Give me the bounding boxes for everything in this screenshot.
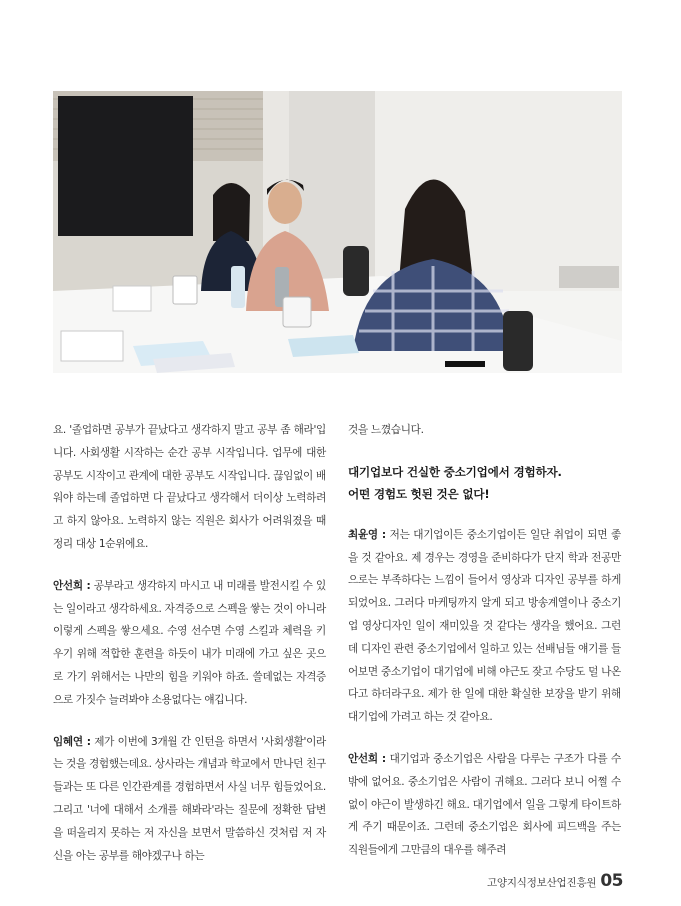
section-heading-line-2: 어떤 경험도 헛된 것은 없다! — [348, 486, 490, 501]
speaker-label: 안선희 : — [348, 752, 386, 765]
left-paragraph-2-text: 공부라고 생각하지 마시고 내 미래를 발전시킬 수 있는 일이라고 생각하세요. 자격증으로 스펙을 쌓는 것이 아니라 이렇게 스펙을 쌓으세요. 수영 선수면 수영 스킬과 체력을 키우기 위해 적합한 훈련을 하듯이 내가 미래에 가고 싶은 곳으로 가기 위해서는 나만의 힘을 키워야 하죠. 쓸데없는 자격증으로 가짓수 늘려봐야 소용없다는 얘깁니다. — [53, 579, 326, 706]
speaker-label: 최윤영 : — [348, 528, 386, 541]
section-heading — [348, 461, 621, 505]
left-column — [53, 419, 326, 886]
footer-organization: 고양지식정보산업진흥원 — [486, 877, 597, 889]
section-heading-line-1: 대기업보다 건실한 중소기업에서 경험하자. — [348, 464, 562, 479]
left-paragraph-1 — [53, 419, 326, 556]
left-paragraph-2 — [53, 575, 326, 712]
right-column — [348, 419, 621, 881]
speaker-label: 임혜연 : — [53, 735, 91, 748]
speaker-label: 안선희 : — [53, 579, 91, 592]
right-paragraph-2 — [348, 748, 621, 862]
page-number: 05 — [600, 871, 623, 891]
left-paragraph-1-text: 요. '졸업하면 공부가 끝났다고 생각하지 말고 공부 좀 해라'입니다. 사회생활 시작하는 순간 공부 시작입니다. 업무에 대한 공부도 시작이고 관계에 대한 공부도 시작입니다. 끊임없이 배워야 하는데 졸업하면 다 끝났다고 생각해서 더이상 노력하려고 하지 않아요. 노력하지 않는 직원은 회사가 어려워졌을 때 정리 대상 1순위에요. — [53, 424, 326, 550]
right-paragraph-1-text: 저는 대기업이든 중소기업이든 일단 취업이 되면 좋을 것 같아요. 제 경우는 경영을 준비하다가 단지 학과 전공만으로는 부족하다는 느낌이 들어서 영상과 디자인 공부를 하게 되었어요. 그러다 마케팅까지 알게 되고 방송계열이나 중소기업 영상디자인 일이 재미있을 것 같다는 생각을 했어요. 그런데 디자인 관련 중소기업에서 일하고 있는 선배님들 얘기를 들어보면 중소기업이 대기업에 비해 야근도 잦고 수당도 덜 나온다고 하더라구요. 제가 한 일에 대한 확실한 보장을 받기 위해 대기업에 가려고 하는 것 같아요. — [348, 528, 621, 724]
right-paragraph-2-text: 대기업과 중소기업은 사람을 다루는 구조가 다를 수밖에 없어요. 중소기업은 사람이 귀해요. 그러다 보니 어쩔 수 없이 야근이 발생하긴 해요. 대기업에서 일을 그렇게 타이트하게 주기 때문이죠. 그런데 중소기업은 회사에 피드백을 주는 직원들에게 그만큼의 대우를 해주려 — [348, 752, 621, 857]
left-paragraph-3 — [53, 731, 326, 868]
left-paragraph-3-text: 제가 이번에 3개월 간 인턴을 하면서 '사회생활'이라는 것을 경험했는데요. 상사라는 개념과 학교에서 만나던 친구들과는 또 다른 인간관계를 경험하면서 사실 너무 힘들었어요. 그리고 '너에 대해서 소개를 해봐라'라는 질문에 정확한 답변을 떠올리지 못하는 저 자신을 보면서 말씀하신 것처럼 저 자신을 아는 공부를 해야겠구나 하는 — [53, 735, 326, 862]
meeting-photo-illustration — [53, 91, 622, 373]
right-paragraph-1 — [348, 524, 621, 729]
page-footer — [487, 871, 623, 891]
right-paragraph-0: 것을 느꼈습니다. — [348, 424, 424, 436]
meeting-photo — [53, 91, 622, 373]
